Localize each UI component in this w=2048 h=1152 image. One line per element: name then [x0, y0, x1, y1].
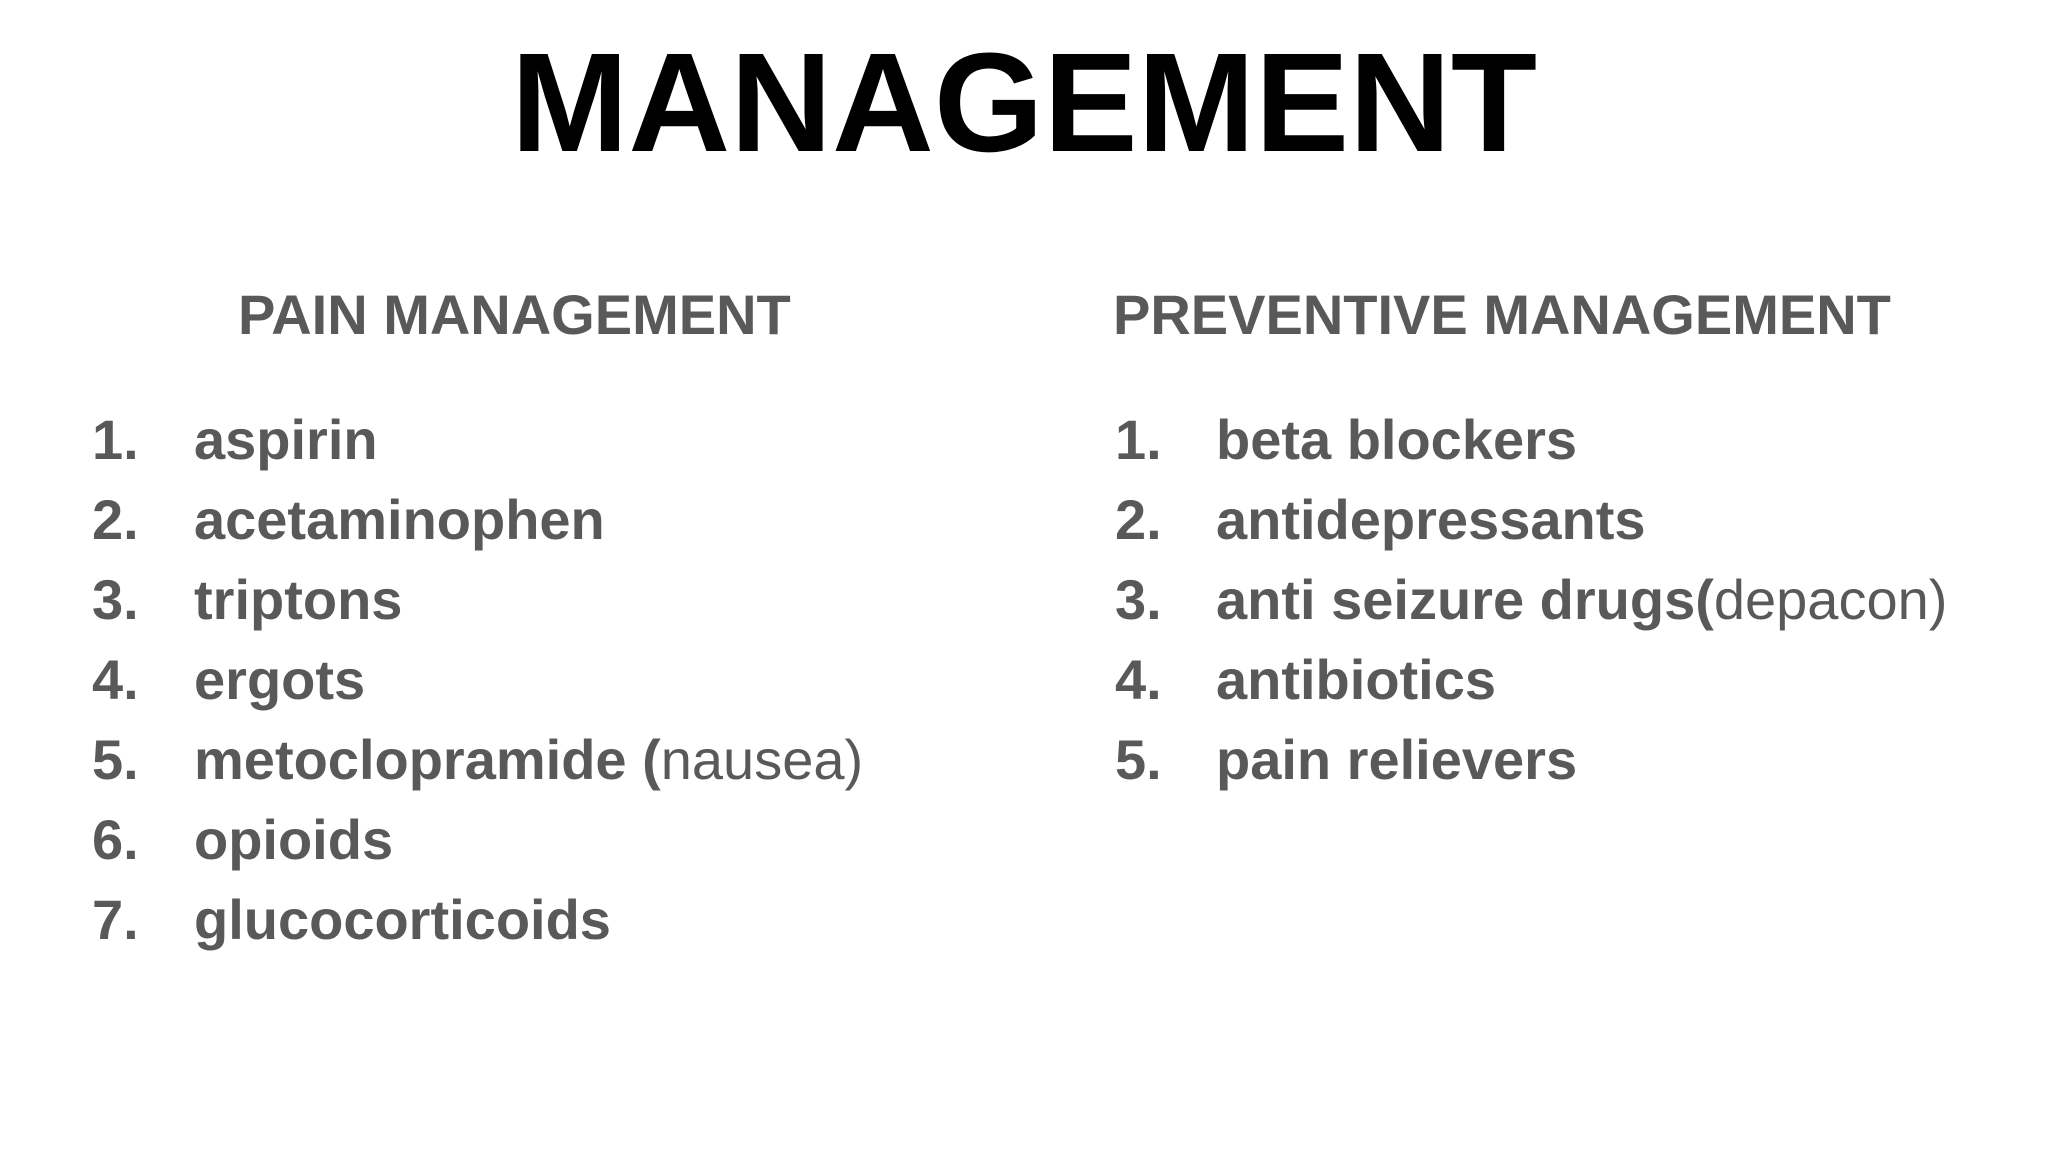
pain-management-heading: PAIN MANAGEMENT — [238, 283, 791, 346]
item-text: pain relievers — [1216, 728, 1578, 791]
list-item — [92, 640, 863, 720]
item-note: nausea) — [660, 728, 864, 791]
item-note: depacon) — [1713, 568, 1948, 631]
item-number: 5. — [1115, 728, 1162, 791]
item-text: glucocorticoids — [194, 888, 611, 951]
item-text: aspirin — [194, 408, 378, 471]
list-item — [1115, 720, 1947, 800]
list-item — [1115, 560, 1947, 640]
item-number: 3. — [1115, 568, 1162, 631]
item-number: 2. — [92, 488, 139, 551]
item-number: 1. — [92, 408, 139, 471]
list-item — [1115, 480, 1947, 560]
item-number: 7. — [92, 888, 139, 951]
item-text: antibiotics — [1216, 648, 1497, 711]
list-item — [1115, 640, 1947, 720]
preventive-management-list — [1115, 400, 1947, 800]
item-text: ergots — [194, 648, 366, 711]
item-number: 2. — [1115, 488, 1162, 551]
item-text: antidepressants — [1216, 488, 1646, 551]
item-number: 6. — [92, 808, 139, 871]
item-number: 5. — [92, 728, 139, 791]
item-number: 4. — [1115, 648, 1162, 711]
preventive-management-heading: PREVENTIVE MANAGEMENT — [1113, 283, 1891, 346]
list-item — [92, 800, 863, 880]
item-text: anti seizure drugs( — [1216, 568, 1714, 631]
item-number: 1. — [1115, 408, 1162, 471]
item-text: beta blockers — [1216, 408, 1578, 471]
list-item — [92, 480, 863, 560]
list-item — [1115, 400, 1947, 480]
list-item — [92, 720, 863, 800]
item-text: opioids — [194, 808, 394, 871]
item-text: triptons — [194, 568, 403, 631]
list-item — [92, 560, 863, 640]
item-number: 3. — [92, 568, 139, 631]
item-text: metoclopramide ( — [194, 728, 661, 791]
item-number: 4. — [92, 648, 139, 711]
pain-management-list — [92, 400, 863, 960]
list-item — [92, 880, 863, 960]
slide-title: MANAGEMENT — [510, 23, 1538, 181]
item-text: acetaminophen — [194, 488, 605, 551]
list-item — [92, 400, 863, 480]
